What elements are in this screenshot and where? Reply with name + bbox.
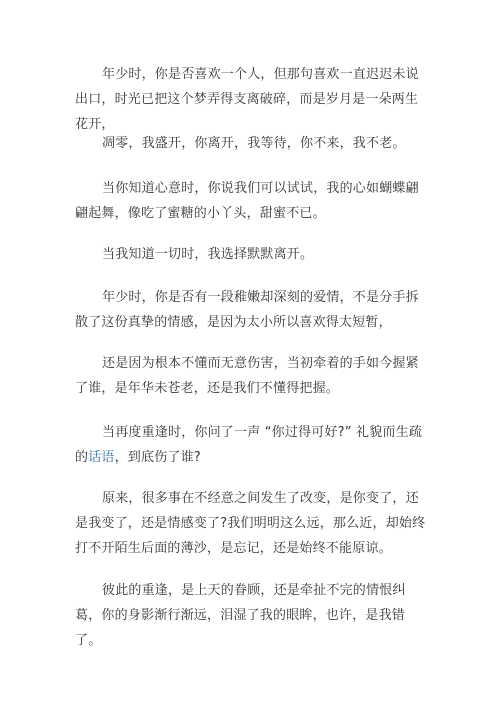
paragraph-4: 当我知道一切时，我选择默默离开。 bbox=[102, 247, 314, 262]
paragraph-7-text-before: 当再度重逢时，你问了一声 “你过得可好?” 礼貌而生疏的 bbox=[75, 425, 423, 465]
paragraph-1: 年少时，你是否喜欢一个人，但那句喜欢一直迟迟未说出口，时光已把这个梦弄得支离破碎，而是岁月是一朵两生花开， bbox=[75, 67, 419, 132]
paragraph-7 bbox=[75, 420, 430, 470]
paragraph-2: 凋零，我盛开，你离开，我等待，你不来，我不老。 bbox=[102, 136, 406, 151]
phrase-link[interactable]: 话语 bbox=[88, 450, 115, 465]
paragraph-8: 原来，很多事在不经意之间发生了改变，是你变了，还是我变了，还是情感变了?我们明明这么远，那么近，却始终打不开陌生后面的薄沙，是忘记，还是始终不能原谅。 bbox=[75, 491, 426, 556]
paragraph-6: 还是因为根本不懂而无意伤害，当初牵着的手如今握紧了谁，是年华未苍老，还是我们不懂得把握。 bbox=[75, 356, 419, 396]
paragraph-3: 当你知道心意时，你说我们可以试试，我的心如蝴蝶翩翩起舞，像吃了蜜糖的小丫头，甜蜜不已。 bbox=[75, 181, 419, 221]
paragraph-7-text-after: ，到底伤了谁? bbox=[114, 450, 201, 465]
paragraph-5: 年少时，你是否有一段稚嫩却深刻的爱情，不是分手拆散了这份真挚的情感，是因为太小所以喜欢得太短暂， bbox=[75, 290, 419, 330]
paragraph-9: 彼此的重逢，是上天的眷顾，还是牵扯不完的情恨纠葛，你的身影渐行渐远，泪湿了我的眼眸，也许，是我错了。 bbox=[75, 583, 406, 648]
